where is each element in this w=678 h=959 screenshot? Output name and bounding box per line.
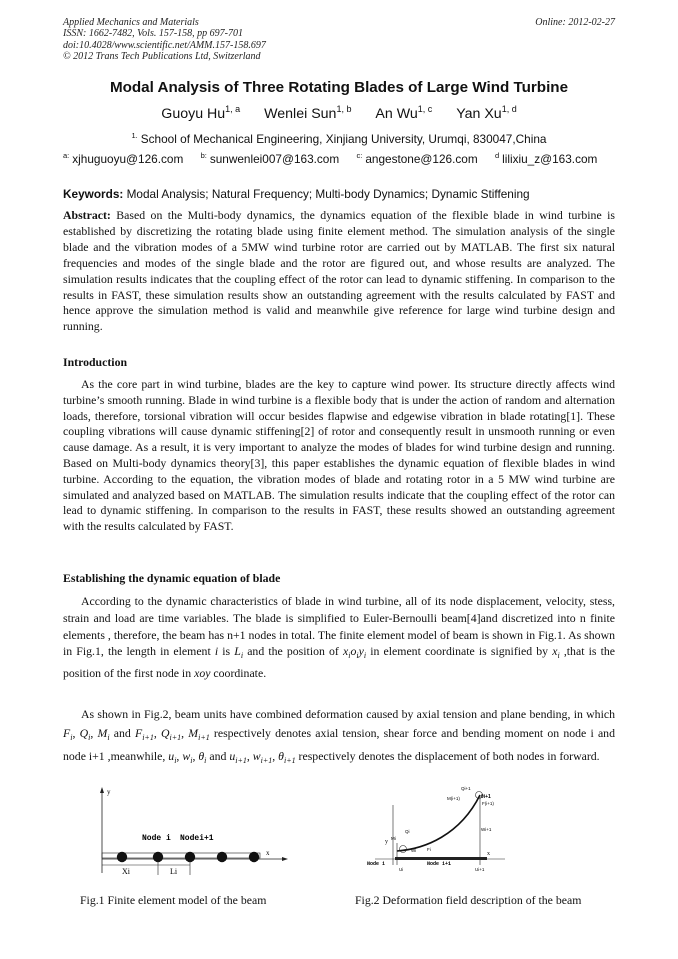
label-Ui1: Ui+1: [475, 867, 485, 872]
symbol-i: i: [214, 644, 219, 659]
symbol-Qi1: $Q_{i+1}$: [160, 725, 182, 742]
author-sup: 1, c: [417, 104, 433, 114]
label-thetai1: θi+1: [481, 794, 491, 800]
symbol-Li: [234, 644, 244, 661]
symbol-xioiyi: $x_io_iy_i$: [342, 644, 367, 661]
node-i1-label: Nodei+1: [180, 834, 214, 843]
symbol-sub: i: [240, 651, 244, 661]
email: [201, 152, 340, 166]
email-sup: a:: [63, 151, 70, 160]
email-address: xjhuguoyu@126.com: [72, 152, 184, 166]
xi-label: Xi: [122, 867, 130, 876]
label-node-i: Node i: [367, 861, 386, 867]
affiliation: [0, 131, 678, 146]
email: [63, 152, 183, 166]
section-heading-introduction: Introduction: [63, 355, 128, 369]
keywords: [63, 187, 615, 201]
author-name: Wenlei Sun: [264, 106, 337, 122]
symbol-thetai: $\theta_i$: [198, 749, 207, 765]
author-list: [0, 104, 678, 122]
x-axis-arrow-icon: [282, 857, 288, 861]
keywords-text: Modal Analysis; Natural Frequency; Multi-body Dynamics; Dynamic Stiffening: [126, 187, 530, 201]
symbol-ui: $u_i$: [168, 749, 177, 765]
dynamic-equation-paragraph-2: As shown in Fig.2, beam units have combined deformation caused by axial tension and plane bending, in which $F_i$, $Q_i$, $M_i$ and $F_{i+1}$, $Q_{i+1}$, $M_{i+1}$ respectively denotes axial tension, shear force and bending moment on node i and node i+1 ,meanwhile, $u_i$, $w_i$, $\theta_i$ and $u_{i+1}$, $w_{i+1}$, $\theta_{i+1}$ respectively denotes the displacement of both nodes in forward.: [63, 707, 615, 765]
label-node-i1: Node i+1: [427, 861, 452, 867]
label-Wi1: Wi+1: [481, 827, 492, 832]
keywords-label: Keywords:: [63, 187, 124, 201]
symbol-ui1: $u_{i+1}$: [229, 749, 247, 765]
author-name: An Wu: [375, 106, 418, 122]
author-sup: 1, b: [336, 104, 352, 114]
author-sup: 1, a: [225, 104, 241, 114]
symbol-Qi: $Q_i$: [79, 725, 91, 742]
symbol-sub: i: [557, 651, 560, 661]
affiliation-sup: 1.: [131, 131, 138, 140]
journal-header: [63, 17, 615, 62]
p2-text-d: and: [209, 749, 227, 763]
symbol-xi: [552, 644, 560, 661]
online-date: Online: 2012-02-27: [535, 17, 615, 28]
p2-text-a: As shown in Fig.2, beam units have combined deformation caused by axial tension and plane bending, in which: [81, 707, 615, 721]
node-dot: [217, 852, 227, 862]
introduction-paragraph: As the core part in wind turbine, blades are the key to capture wind power. Its structure directly affects wind turbine’s smooth running. Blade in wind turbine is a flexible body that is under the action of random and alternation loads, therefore, torsional vibration will occur besides flapwise and edgewise vibration in blade rotating[1]. These coupling vibrations will cause dynamic stiffening[2] of rotor and consequently result in unsmooth running or even cause damage. As a result, it is very important to analyze the modes of blades for wind turbine design and running. Based on Multi-body dynamics theory[3], this paper establishes the dynamic equation of flexible blades in wind turbine. According to the equation, the vibration modes of blade and rotating rotor in a 5 MW wind turbine are simulated and analyzed based on MATLAB. The simulation results indicate that the coupling effect of the rotor can lead to dynamic stiffening. In comparison to the results in FAST, these results showed an outstanding agreement with the results calculated by FAST.: [63, 377, 615, 534]
p2-text-e: respectively denotes the displacement of both nodes in forward.: [298, 749, 600, 763]
symbol-xoy: xoy: [194, 666, 211, 681]
email: [495, 152, 597, 166]
issn-line: ISSN: 1662-7482, Vols. 157-158, pp 697-701: [63, 28, 243, 40]
label-Qi: Qi: [405, 829, 410, 834]
figure-2-caption: Fig.2 Deformation field description of the beam: [355, 893, 582, 907]
abstract: [63, 208, 615, 335]
p2-text-c: respectively denotes axial tension, shear force and bending moment on node i and node i+1 ,meanwhile,: [63, 725, 615, 763]
email-list: [63, 151, 623, 166]
p1-text-f: coordinate.: [213, 666, 267, 681]
abstract-text: Based on the Multi-body dynamics, the dynamics equation of the flexible blade in wind turbine is established by discretizing the rotating blade using finite element method. The simulation analysis of the single blade and the vibration modes of a 5MW wind turbine rotor are carried out by MATLAB. The first six natural frequencies and modes of the single blade and the rotor are figured out, and whose results are analyzed. The simulation results indicates that the coupling effect of the rotor can lead to dynamic stiffening. In comparison to the results in FAST, these simulation results show an outstanding agreement with the results calculated by FAST and hence approve the simulation method is valid and meanwhile give reference for large wind turbine design and running.: [63, 208, 616, 334]
journal-name: Applied Mechanics and Materials: [63, 17, 199, 28]
email-address: sunwenlei007@163.com: [209, 152, 340, 166]
node-dot: [249, 852, 259, 862]
abstract-label: Abstract:: [63, 208, 111, 222]
section-heading-dynamic-equation: Establishing the dynamic equation of blade: [63, 571, 281, 585]
label-Qi1: Qi+1: [461, 786, 471, 791]
author-name: Guoyu Hu: [161, 106, 226, 122]
y-axis-arrow-icon: [100, 787, 104, 793]
figure-2-deformation-field: [355, 785, 515, 885]
author-name: Yan Xu: [456, 106, 502, 122]
email-address: lilixiu_z@163.com: [502, 152, 598, 166]
symbol-wi1: $w_{i+1}$: [252, 749, 273, 765]
label-x: x: [487, 851, 490, 857]
affiliation-text: School of Mechanical Engineering, Xinjiang University, Urumqi, 830047,China: [140, 132, 547, 146]
email-address: angestone@126.com: [365, 152, 478, 166]
figure-1-caption: Fig.1 Finite element model of the beam: [80, 893, 267, 907]
label-y: y: [385, 839, 388, 845]
node-dot: [117, 852, 127, 862]
label-Wi: Wi: [411, 848, 417, 853]
symbol-base: L: [234, 644, 241, 659]
x-axis-label: x: [266, 849, 270, 857]
author: [456, 106, 517, 122]
p1-text-a: According to the dynamic characteristics of blade in wind turbine, all of its node displacement, velocity, stess, strain and load are time variables. The blade is simplified to Euler-Bernoulli beam[4]and discretized into n finite elements , therefore, the beam has n+1 nodes in total. The finite element model of beam is shown in Fig.1. As shown in Fig.1, the length in element: [63, 594, 615, 659]
symbol-Fi1: $F_{i+1}$: [134, 725, 154, 742]
p2-text-b: and: [113, 725, 131, 740]
symbol-Mi1: $M_{i+1}$: [188, 725, 210, 742]
beam-base: [395, 857, 487, 860]
node-i-label: Node i: [142, 834, 171, 843]
author-sup: 1, d: [501, 104, 517, 114]
p1-text-b: is: [222, 644, 231, 659]
copyright-line: © 2012 Trans Tech Publications Ltd, Switzerland: [63, 50, 261, 62]
symbol-thetai1: $\theta_{i+1}$: [278, 749, 296, 765]
doi-line: doi:10.4028/www.scientific.net/AMM.157-158.697: [63, 39, 266, 51]
symbol-base: x: [552, 644, 558, 659]
node-dot: [153, 852, 163, 862]
dynamic-equation-paragraph-1: [63, 593, 615, 682]
email: [356, 152, 477, 166]
y-axis-label: y: [107, 788, 111, 796]
paper-title: Modal Analysis of Three Rotating Blades of Large Wind Turbine: [109, 79, 569, 96]
email-sup: d: [494, 151, 500, 160]
email-sup: c:: [356, 151, 363, 160]
figure-1-finite-element-model: [80, 785, 300, 885]
p1-text-c: and the position of: [247, 644, 339, 659]
symbol-wi: $w_i$: [182, 749, 193, 765]
label-Mi: Mi: [391, 836, 396, 841]
deformed-beam-curve: [397, 795, 480, 851]
symbol-Mi: $M_i$: [97, 725, 110, 742]
li-label: Li: [170, 867, 178, 876]
author: [161, 106, 240, 122]
label-Mi1: M(i+1): [447, 796, 460, 801]
author: [264, 106, 351, 122]
label-Ui: Ui: [399, 867, 404, 872]
p1-text-e: ,that is the position of the first node in: [63, 644, 615, 681]
label-Fi1: F(i+1): [482, 801, 494, 806]
email-sup: b:: [200, 151, 207, 160]
node-dot: [185, 852, 195, 862]
author: [375, 106, 432, 122]
node-circle: [400, 846, 407, 853]
symbol-Fi: $F_i$: [63, 725, 73, 742]
p1-text-d: in element coordinate is signified by: [370, 644, 549, 659]
label-Fi: Fi: [427, 847, 431, 852]
